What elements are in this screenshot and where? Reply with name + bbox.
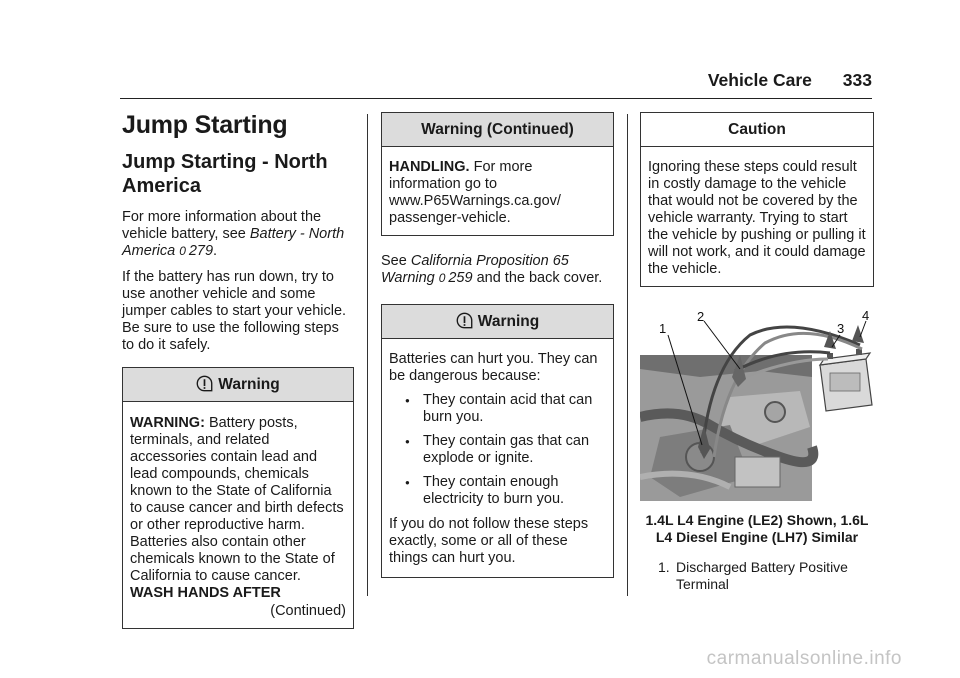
warning-content: Battery posts, terminals, and related accessories contain lead and lead compounds, chemicals known to the State of California to cause cancer and birth defects or other reproductive harm. Batteries also contain other chemicals known to the State of California to cause cancer. (130, 415, 344, 584)
warning-lead: WARNING: (130, 415, 205, 431)
warning-continued-header: Warning (Continued) (382, 113, 613, 147)
warning-header (123, 368, 353, 402)
warning-icon (196, 375, 213, 392)
warning-text (130, 415, 346, 602)
section-title: Vehicle Care (707, 70, 812, 90)
legend-text-2: Terminal (676, 576, 729, 592)
section-heading-line2: America (122, 175, 201, 197)
warning-tail: WASH HANDS AFTER (130, 585, 281, 601)
column-1 (122, 110, 354, 629)
callout-1: 1 (659, 321, 667, 336)
clamp-icon (852, 325, 864, 343)
warning-icon (456, 312, 473, 329)
warning2-outro: If you do not follow these steps exactly, some or all of these things can hurt you. (389, 516, 589, 566)
warning-continued-lead: HANDLING. (389, 159, 470, 175)
list-item: ● They contain enough electricity to burn you. (389, 474, 606, 508)
warning-continued-text: For more information go to www.P65Warnings.ca.gov/ passenger-vehicle. (389, 159, 561, 226)
page-ref-279[interactable]: 279 (188, 243, 214, 259)
page-title: Jump Starting (122, 111, 288, 139)
hazard-list (389, 392, 606, 508)
see-paragraph (381, 253, 614, 287)
column-2 (381, 112, 614, 578)
continued-label: (Continued) (270, 603, 346, 619)
see-after: and the back cover. (472, 270, 603, 286)
column-3 (640, 112, 874, 593)
warning-body (123, 402, 353, 628)
callout-3: 3 (837, 321, 845, 336)
legend-text: Discharged Battery Positive (676, 559, 848, 575)
list-item: ● They contain acid that can burn you. (389, 392, 606, 426)
caution-box (640, 112, 874, 287)
battery-link[interactable]: Battery - North America (122, 226, 345, 259)
header-rule (120, 98, 872, 99)
intro-paragraph (122, 209, 354, 260)
caption-line1: 1.4L L4 Engine (LE2) Shown, 1.6L (645, 512, 869, 528)
see-text: See (381, 253, 411, 269)
warning-continued-box (381, 112, 614, 236)
column-divider-1 (367, 114, 368, 596)
page-ref-symbol: 0 (179, 244, 186, 258)
page-ref-259[interactable]: 259 (448, 270, 473, 286)
jump-cable-diagram (640, 307, 874, 501)
watermark: carmanualsonline.info (706, 648, 902, 669)
page-header (708, 70, 872, 91)
callout-4: 4 (862, 308, 870, 323)
prop65-link[interactable]: California Proposition 65 Warning (381, 253, 569, 286)
instruction-paragraph: If the battery has run down, try to use another vehicle and some jumper cables to start your vehicle. Be sure to use the following steps to do it safely. (122, 269, 347, 353)
section-heading-line1: Jump Starting - North (122, 151, 328, 173)
warning-heading-2: Warning (477, 313, 540, 330)
warning-heading: Warning (218, 376, 280, 393)
figure-legend (640, 559, 874, 593)
warning2-intro: Batteries can hurt you. They can be dangerous because: (389, 351, 598, 384)
warning-box-2 (381, 304, 614, 578)
warning-continued-body (382, 147, 613, 235)
column-divider-2 (627, 114, 628, 596)
intro-text: For more information about the vehicle battery, see (122, 209, 322, 242)
caution-header: Caution (641, 113, 873, 147)
callout-2: 2 (697, 309, 705, 324)
intro-end: . (213, 243, 218, 259)
legend-number: 1. (658, 559, 670, 575)
engine-illustration (640, 307, 874, 501)
section-heading (122, 150, 354, 198)
figure-caption (640, 512, 874, 546)
warning-box-1 (122, 367, 354, 629)
list-item: ● They contain gas that can explode or ignite. (389, 433, 606, 467)
caption-line2: L4 Diesel Engine (LH7) Similar (655, 529, 859, 545)
warning-body-2 (382, 339, 613, 577)
page-number: 333 (842, 70, 872, 90)
warning-header-2 (382, 305, 613, 339)
page-ref-symbol-2: 0 (438, 271, 446, 285)
caution-body: Ignoring these steps could result in costly damage to the vehicle that would not be covered by the vehicle warranty. Trying to start the vehicle by pushing or pulling it will not work, and it could damage the vehicle. (648, 159, 866, 277)
